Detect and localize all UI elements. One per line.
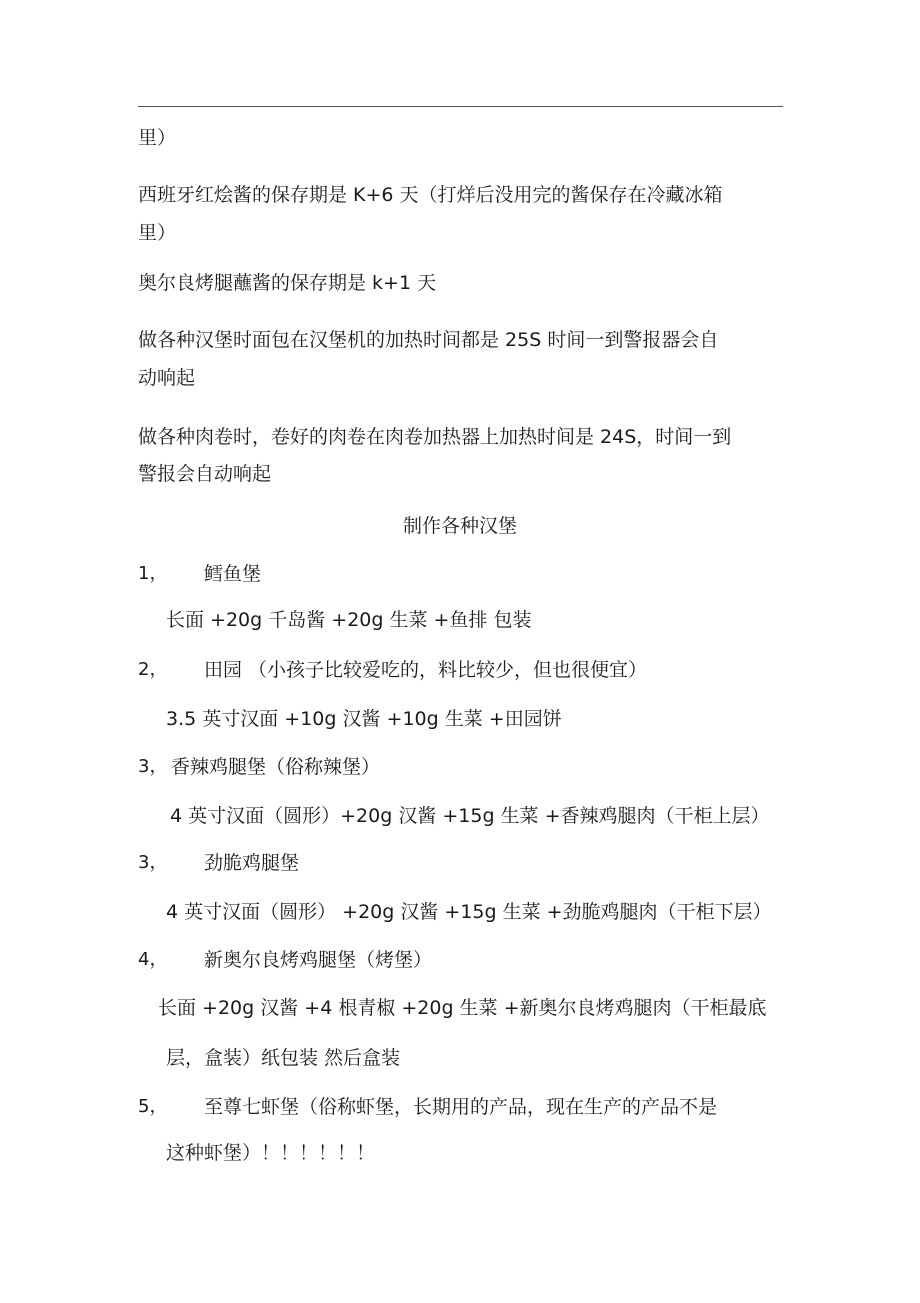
item-number: 1， [138, 563, 168, 584]
paragraph-line: 警报会自动响起 [138, 463, 272, 485]
section-title: 制作各种汉堡 [402, 515, 517, 537]
paragraph-line: 里） [138, 127, 177, 149]
paragraph-line: 里） [138, 222, 177, 244]
item-detail: 4 英寸汉面（圆形）+20g 汉酱 +15g 生菜 +香辣鸡腿肉（干柜上层） [170, 805, 770, 827]
item-detail: 长面 +20g 汉酱 +4 根青椒 +20g 生菜 +新奥尔良烤鸡腿肉（干柜最底 [158, 997, 767, 1019]
item-number: 5， [138, 1096, 168, 1117]
item-name: 香辣鸡腿堡（俗称辣堡） [171, 756, 381, 778]
item-name: 鳕鱼堡 [204, 563, 262, 585]
item-number: 4， [138, 949, 168, 970]
paragraph-line: 做各种汉堡时面包在汉堡机的加热时间都是 25S 时间一到警报器会自 [138, 329, 719, 351]
item-name: 劲脆鸡腿堡 [204, 852, 300, 874]
item-detail: 层，盒装）纸包装 然后盒装 [166, 1047, 401, 1069]
paragraph-line: 西班牙红烩酱的保存期是 K+6 天（打烊后没用完的酱保存在冷藏冰箱 [138, 184, 723, 206]
header-rule [138, 106, 783, 107]
item-name: 这种虾堡）！！！！！！ [166, 1142, 376, 1164]
paragraph-line: 做各种肉卷时，卷好的肉卷在肉卷加热器上加热时间是 24S，时间一到 [138, 426, 732, 448]
paragraph-line: 动响起 [138, 367, 196, 389]
paragraph-line: 奥尔良烤腿蘸酱的保存期是 k+1 天 [138, 272, 437, 294]
item-number: 3， [138, 756, 168, 777]
item-number: 2， [138, 659, 168, 680]
item-name: 至尊七虾堡（俗称虾堡，长期用的产品，现在生产的产品不是 [204, 1096, 718, 1118]
item-name: 新奥尔良烤鸡腿堡（烤堡） [204, 949, 433, 971]
item-detail: 4 英寸汉面（圆形） +20g 汉酱 +15g 生菜 +劲脆鸡腿肉（干柜下层） [166, 901, 772, 923]
item-number: 3， [138, 852, 168, 873]
item-name: 田园 （小孩子比较爱吃的，料比较少，但也很便宜） [204, 659, 648, 681]
item-detail: 长面 +20g 千岛酱 +20g 生菜 +鱼排 包装 [166, 609, 532, 631]
item-detail: 3.5 英寸汉面 +10g 汉酱 +10g 生菜 +田园饼 [166, 708, 562, 730]
